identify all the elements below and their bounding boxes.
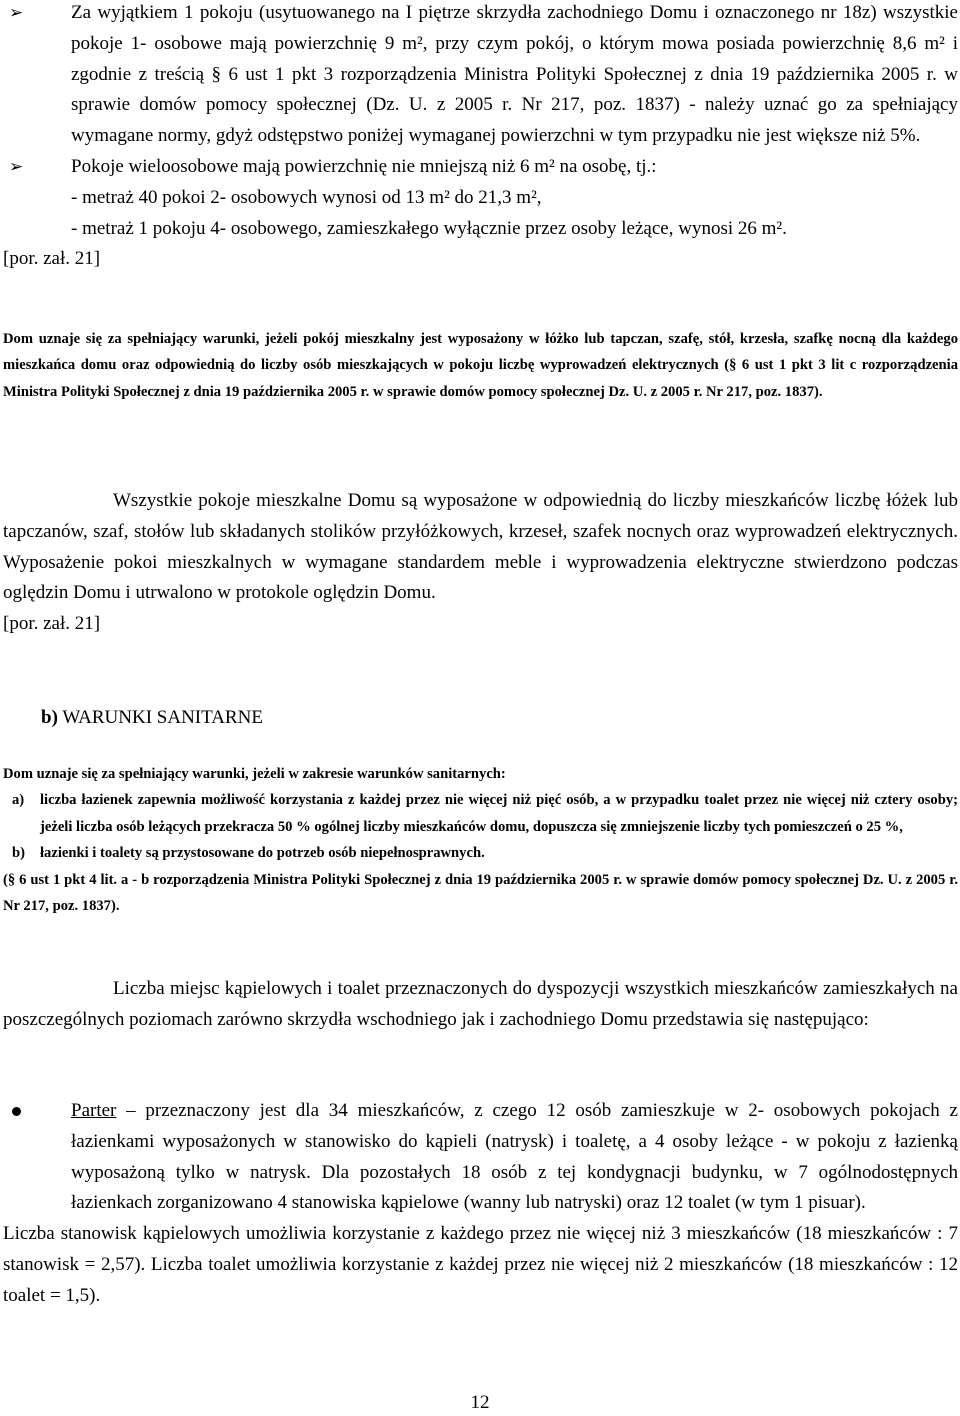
- parter-label: Parter: [71, 1100, 117, 1121]
- rooms-reference: [por. zał. 21]: [3, 248, 101, 270]
- sanitary-heading-text: WARUNKI SANITARNE: [62, 707, 263, 728]
- furniture-section: [3, 486, 958, 640]
- sanitary-heading: [41, 703, 960, 733]
- sanitary-paragraph: Liczba miejsc kąpielowych i toalet przeznaczonych do dyspozycji wszystkich mieszkańców zamieszkałych na poszczególnych poziomach zarówno skrzydła wschodniego jak i zachodniego Domu przedstawia się następująco:: [3, 978, 958, 1030]
- list-item: [3, 0, 958, 152]
- arrow-bullet-icon: ➢: [9, 3, 24, 23]
- page-number: 12: [470, 1392, 490, 1413]
- list-item: [3, 1096, 958, 1219]
- list-item: [3, 787, 958, 840]
- rooms-section: [3, 0, 958, 275]
- sanitary-heading-label: b): [41, 707, 58, 728]
- parter-section: [3, 1096, 958, 1312]
- sanitary-summary: Liczba stanowisk kąpielowych umożliwia korzystanie z każdego przez nie więcej niż 3 mieszkańców (18 mieszkańców : 7 stanowisk = 2,57). Liczba toalet umożliwia korzystanie z każdej przez nie więcej niż 2 mieszkańców (18 mieszkańców : 12 toalet = 1,5).: [3, 1223, 958, 1306]
- item-a-mark: a): [12, 792, 25, 809]
- rooms-line-2: - metraż 1 pokoju 4- osobowego, zamieszkałego wyłącznie przez osoby leżące, wynosi 26 m².: [71, 217, 787, 239]
- furniture-reference: [por. zał. 21]: [3, 613, 101, 635]
- item-b-mark: b): [12, 845, 25, 862]
- sanitary-requirement: [3, 761, 958, 919]
- rooms-item-1: Za wyjątkiem 1 pokoju (usytuowanego na I piętrze skrzydła zachodniego Domu i oznaczonego nr 18z) wszystkie pokoje 1- osobowe mają powierzchnię 9 m², przy czym pokój, o którym mowa posiada powierzchnię 8,6 m² i zgodnie z treścią § 6 ust 1 pkt 3 rozporządzenia Ministra Polityki Społecznej z dnia 19 października 2005 r. w sprawie domów pomocy społecznej (Dz. U. z 2005 r. Nr 217, poz. 1837) - należy uznać go za spełniający wymagane normy, gdyż odstępstwo poniżej wymaganej powierzchni w tym przypadku nie jest większe niż 5%.: [71, 2, 958, 147]
- furniture-paragraph: Wszystkie pokoje mieszkalne Domu są wyposażone w odpowiednią do liczby mieszkańców liczbę łóżek lub tapczanów, szaf, stołów lub składanych stolików przyłóżkowych, krzeseł, szafek nocnych oraz wyprowadzeń elektrycznych. Wyposażenie pokoi mieszkalnych w wymagane standardem meble i wyprowadzenia elektryczne stwierdzono podczas oględzin Domu i utrwalono w protokole oględzin Domu.: [3, 490, 958, 604]
- parter-text: – przeznaczony jest dla 34 mieszkańców, z czego 12 osób zamieszkuje w 2- osobowych pokojach z łazienkami wyposażonych w stanowisko do kąpieli (natrysk) i toaletę, a 4 osoby leżące - w pokoju z łazienką wyposażoną tylko w natrysk. Dla pozostałych 18 osób z tej kondygnacji budynku, w 7 ogólnodostępnych łazienkach zorganizowano 4 stanowiska kąpielowe (wanny lub natryski) oraz 12 toalet (w tym 1 pisuar).: [71, 1100, 958, 1214]
- list-item: [3, 840, 958, 866]
- item-b-text: łazienki i toalety są przystosowane do potrzeb osób niepełnosprawnych.: [40, 845, 485, 862]
- rooms-item-2: Pokoje wieloosobowe mają powierzchnię nie mniejszą niż 6 m² na osobę, tj.:: [71, 155, 657, 177]
- rooms-line-1: - metraż 40 pokoi 2- osobowych wynosi od 13 m² do 21,3 m²,: [71, 186, 542, 208]
- item-a-text: liczba łazienek zapewnia możliwość korzystania z każdej przez nie więcej niż pięć osób, a w przypadku toalet przez nie więcej niż cztery osoby; jeżeli liczba osób leżących przekracza 50 % ogólnej liczby mieszkańców domu, dopuszcza się zmniejszenie liczby tych pomieszczeń o 25 %,: [40, 792, 958, 835]
- list-item: [3, 152, 958, 183]
- arrow-bullet-icon: ➢: [9, 156, 24, 177]
- furniture-requirement: Dom uznaje się za spełniający warunki, jeżeli pokój mieszkalny jest wyposażony w łóżko lub tapczan, szafę, stół, krzesła, szafkę nocną dla każdego mieszkańca domu oraz odpowiednią do liczby osób mieszkających w pokoju liczbę wyprowadzeń elektrycznych (§ 6 ust 1 pkt 3 lit c rozporządzenia Ministra Polityki Społecznej z dnia 19 października 2005 r. w sprawie domów pomocy społecznej Dz. U. z 2005 r. Nr 217, poz. 1837).: [3, 331, 958, 400]
- sanitary-legal-basis: (§ 6 ust 1 pkt 4 lit. a - b rozporządzenia Ministra Polityki Społecznej z dnia 19 października 2005 r. w sprawie domów pomocy społecznej Dz. U. z 2005 r. Nr 217, poz. 1837).: [3, 871, 958, 915]
- bullet-icon: [12, 1107, 21, 1116]
- sanitary-intro: Dom uznaje się za spełniający warunki, jeżeli w zakresie warunków sanitarnych:: [3, 766, 506, 782]
